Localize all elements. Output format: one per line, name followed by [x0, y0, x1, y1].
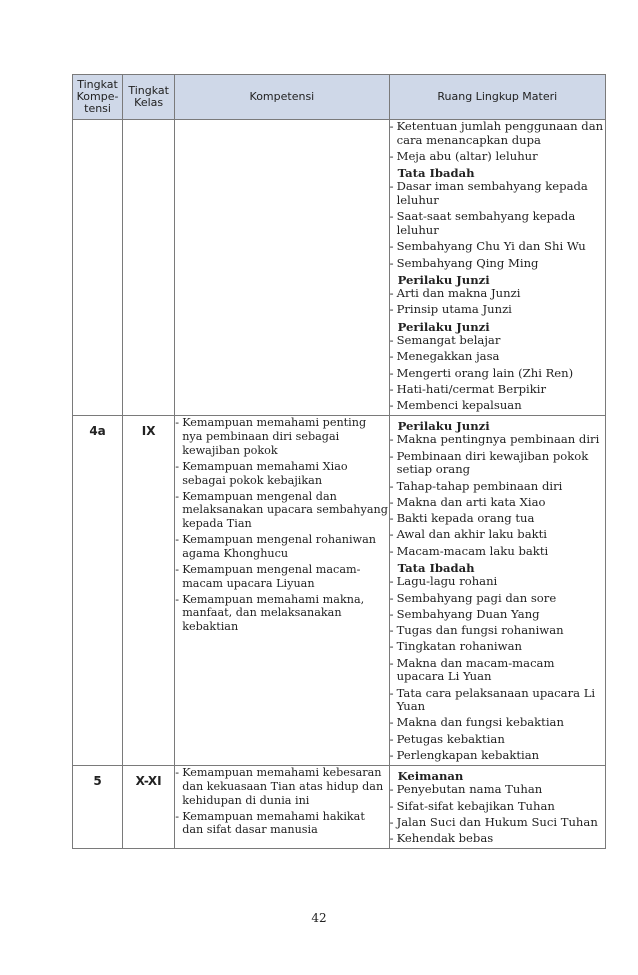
materi-heading: Perilaku Junzi	[397, 319, 490, 334]
materi-item: - Tingkatan rohaniwan	[390, 640, 605, 654]
materi-item: - Penyebutan nama Tuhan	[390, 783, 605, 797]
kompetensi-item: - Kemampuan memahami hakikat dan sifat dasar manusia	[175, 810, 388, 837]
kompetensi-item: - Kemampuan mengenal macam-macam upacara Liyuan	[175, 563, 388, 590]
materi-item: - Bakti kepada orang tua	[390, 512, 605, 526]
materi-item: - Kehendak bebas	[390, 832, 605, 846]
materi-heading: Tata Ibadah	[397, 561, 475, 576]
kompetensi-item: - Kemampuan memahami kebesaran dan kekuasaan Tian atas hidup dan kehidupan di dunia ini	[175, 766, 388, 807]
header-tingkat-kompetensi: Tingkat Kompe-tensi	[73, 75, 123, 120]
kompetensi-item: - Kemampuan mengenal dan melaksanakan upacara sembahyang kepada Tian	[175, 490, 388, 531]
materi-item: - Semangat belajar	[390, 334, 605, 348]
kompetensi-item: - Kemampuan memahami penting nya pembinaan diri sebagai kewajiban pokok	[175, 416, 388, 457]
materi-item: - Tahap-tahap pembinaan diri	[390, 480, 605, 494]
materi-item: - Sembahyang Duan Yang	[390, 608, 605, 622]
table-row	[73, 416, 606, 766]
materi-item: - Menegakkan jasa	[390, 350, 605, 364]
kompetensi-item: - Kemampuan mengenal rohaniwan agama Khonghucu	[175, 533, 388, 560]
tingkat-kelas-cell	[123, 120, 175, 416]
materi-heading: Perilaku Junzi	[397, 273, 490, 288]
materi-item: - Makna dan fungsi kebaktian	[390, 716, 605, 730]
header-ruang-lingkup: Ruang Lingkup Materi	[389, 75, 605, 120]
kompetensi-item: - Kemampuan memahami Xiao sebagai pokok kebajikan	[175, 460, 388, 487]
materi-item: - Macam-macam laku bakti	[390, 545, 605, 559]
table-header-row	[73, 75, 606, 120]
materi-item: - Sembahyang Chu Yi dan Shi Wu	[390, 240, 605, 254]
materi-item: - Tugas dan fungsi rohaniwan	[390, 624, 605, 638]
header-kompetensi: Kompetensi	[175, 75, 389, 120]
kompetensi-cell	[175, 766, 389, 849]
materi-item: - Makna dan macam-macam upacara Li Yuan	[390, 657, 605, 684]
kompetensi-item: - Kemampuan memahami makna, manfaat, dan melaksanakan kebaktian	[175, 593, 388, 634]
materi-item: - Prinsip utama Junzi	[390, 303, 605, 317]
ruang-lingkup-cell	[389, 120, 605, 416]
materi-item: - Makna dan arti kata Xiao	[390, 496, 605, 510]
header-tingkat-kelas: Tingkat Kelas	[123, 75, 175, 120]
materi-item: - Mengerti orang lain (Zhi Ren)	[390, 367, 605, 381]
tingkat-kelas-cell: IX	[123, 416, 175, 766]
materi-item: - Perlengkapan kebaktian	[390, 749, 605, 763]
materi-item: - Tata cara pelaksanaan upacara Li Yuan	[390, 687, 605, 714]
ruang-lingkup-cell	[389, 416, 605, 766]
curriculum-table	[72, 74, 606, 849]
tingkat-kompetensi-cell	[73, 120, 123, 416]
materi-item: - Saat-saat sembahyang kepada leluhur	[390, 210, 605, 237]
page-number: 42	[311, 911, 327, 925]
materi-heading: Perilaku Junzi	[397, 419, 490, 434]
materi-heading: Keimanan	[397, 769, 464, 784]
table-row	[73, 120, 606, 416]
materi-item: - Meja abu (altar) leluhur	[390, 150, 605, 164]
materi-item: - Makna pentingnya pembinaan diri	[390, 433, 605, 447]
materi-item: - Pembinaan diri kewajiban pokok setiap orang	[390, 450, 605, 477]
materi-item: - Membenci kepalsuan	[390, 399, 605, 413]
materi-item: - Sifat-sifat kebajikan Tuhan	[390, 800, 605, 814]
tingkat-kompetensi-cell: 4a	[73, 416, 123, 766]
materi-item: - Sembahyang pagi dan sore	[390, 592, 605, 606]
kompetensi-cell	[175, 416, 389, 766]
materi-item: - Lagu-lagu rohani	[390, 575, 605, 589]
materi-item: - Arti dan makna Junzi	[390, 287, 605, 301]
materi-heading: Tata Ibadah	[397, 166, 475, 181]
tingkat-kompetensi-cell: 5	[73, 766, 123, 849]
materi-item: - Awal dan akhir laku bakti	[390, 528, 605, 542]
materi-item: - Sembahyang Qing Ming	[390, 257, 605, 271]
materi-item: - Petugas kebaktian	[390, 733, 605, 747]
materi-item: - Dasar iman sembahyang kepada leluhur	[390, 180, 605, 207]
tingkat-kelas-cell: X-XI	[123, 766, 175, 849]
kompetensi-cell	[175, 120, 389, 416]
materi-item: - Hati-hati/cermat Berpikir	[390, 383, 605, 397]
materi-item: - Jalan Suci dan Hukum Suci Tuhan	[390, 816, 605, 830]
ruang-lingkup-cell	[389, 766, 605, 849]
materi-item: - Ketentuan jumlah penggunaan dan cara menancapkan dupa	[390, 120, 605, 147]
table-row	[73, 766, 606, 849]
